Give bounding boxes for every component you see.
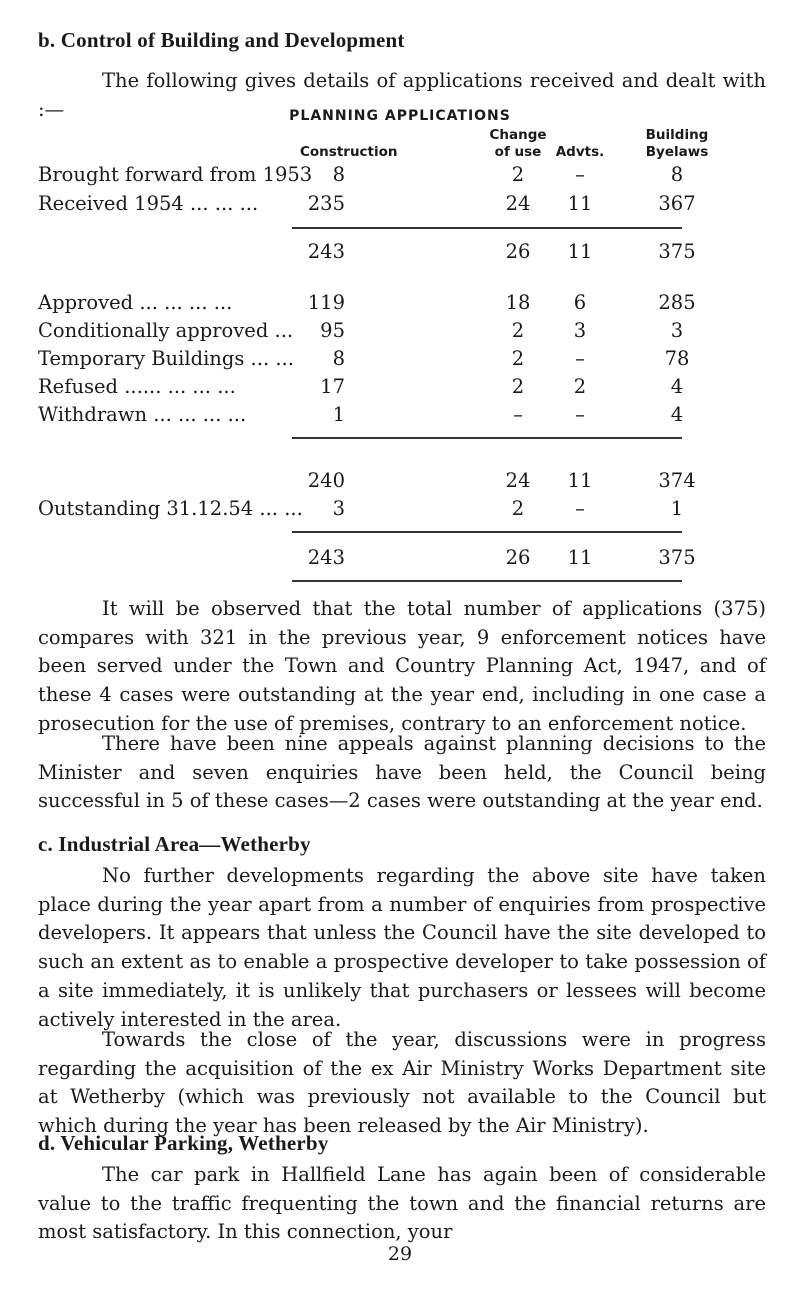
cell-construction: 17 — [320, 375, 345, 398]
cell-change-of-use: 2 — [511, 497, 525, 520]
cell-construction: 243 — [307, 546, 345, 569]
cell-construction: 8 — [332, 347, 345, 370]
col-building-byelaws: Building Byelaws — [645, 127, 709, 160]
cell-advts: 6 — [573, 291, 587, 314]
cell-advts: 3 — [573, 319, 587, 342]
cell-change-of-use: 2 — [511, 375, 525, 398]
paragraph-totals: It will be observed that the total number of applications (375) compares with 321 in the previous year, 9 enforcement notices have been served under the Town and Country Planning Act, 1947, and of these 4 cases were outstanding at the year end, including in one case a prosecution for the use of premises, contrary to an enforcement notice. — [38, 597, 766, 735]
col-change-of-use: Change of use — [489, 127, 547, 160]
cell-construction: 1 — [332, 403, 345, 426]
cell-building-byelaws: 1 — [670, 497, 684, 520]
cell-building-byelaws: 375 — [658, 240, 696, 263]
cell-change-of-use: 18 — [505, 291, 531, 314]
row-label: Approved ... ... ... ... — [38, 291, 233, 314]
section-c-heading: c. Industrial Area—Wetherby — [38, 832, 311, 856]
cell-building-byelaws: 8 — [670, 163, 684, 186]
paragraph-car-park: The car park in Hallfield Lane has again been of considerable value to the traffic frequenting the town and the financial returns are most satisfactory. In this connection, your — [38, 1163, 766, 1244]
cell-construction: 95 — [320, 319, 345, 342]
cell-construction: 243 — [307, 240, 345, 263]
cell-advts: 2 — [573, 375, 587, 398]
cell-building-byelaws: 4 — [670, 375, 684, 398]
cell-change-of-use: 2 — [511, 347, 525, 370]
cell-change-of-use: 26 — [505, 546, 531, 569]
row-label: Received 1954 ... ... ... — [38, 192, 259, 215]
cell-building-byelaws: 78 — [664, 347, 690, 370]
paragraph-appeals: There have been nine appeals against planning decisions to the Minister and seven enquiries have been held, the Council being successful in 5 of these cases—2 cases were outstanding at the year end. — [38, 732, 766, 813]
cell-change-of-use: 2 — [511, 163, 525, 186]
cell-change-of-use: 2 — [511, 319, 525, 342]
cell-building-byelaws: 375 — [658, 546, 696, 569]
cell-building-byelaws: 367 — [658, 192, 696, 215]
cell-construction: 8 — [332, 163, 345, 186]
row-label: Refused ...... ... ... ... — [38, 375, 236, 398]
cell-change-of-use: – — [513, 403, 523, 426]
table-rule — [292, 531, 682, 533]
cell-advts: 11 — [567, 240, 593, 263]
cell-advts: 11 — [567, 546, 593, 569]
cell-building-byelaws: 374 — [658, 469, 696, 492]
table-rule — [292, 437, 682, 439]
table-rule — [292, 227, 682, 229]
cell-building-byelaws: 4 — [670, 403, 684, 426]
row-label: Temporary Buildings ... ... — [38, 347, 294, 370]
cell-construction: 3 — [332, 497, 345, 520]
row-label: Withdrawn ... ... ... ... — [38, 403, 247, 426]
section-b-intro: The following gives details of applications received and dealt with :— — [38, 69, 766, 121]
cell-change-of-use: 24 — [505, 469, 531, 492]
row-label: Outstanding 31.12.54 ... ... — [38, 497, 303, 520]
cell-advts: – — [575, 347, 585, 370]
section-d-heading: d. Vehicular Parking, Wetherby — [38, 1131, 329, 1155]
section-b-heading: b. Control of Building and Development — [38, 28, 405, 52]
cell-advts: 11 — [567, 192, 593, 215]
cell-building-byelaws: 285 — [658, 291, 696, 314]
cell-change-of-use: 26 — [505, 240, 531, 263]
paragraph-industrial-area: No further developments regarding the above site have taken place during the year apart from a number of enquiries from prospective developers. It appears that unless the Council have the site developed to such an extent as to enable a prospective developer to take possession of a site immediately, it is unlikely that purchasers or lessees will become actively interested in the area. — [38, 864, 766, 1031]
cell-advts: – — [575, 163, 585, 186]
cell-advts: – — [575, 497, 585, 520]
cell-advts: – — [575, 403, 585, 426]
page-number: 29 — [387, 1243, 413, 1265]
cell-advts: 11 — [567, 469, 593, 492]
col-advts: Advts. — [555, 144, 605, 160]
cell-construction: 119 — [307, 291, 345, 314]
cell-construction: 235 — [307, 192, 345, 215]
cell-change-of-use: 24 — [505, 192, 531, 215]
cell-building-byelaws: 3 — [670, 319, 684, 342]
table-title: PLANNING APPLICATIONS — [289, 108, 511, 124]
paragraph-air-ministry-site: Towards the close of the year, discussions were in progress regarding the acquisition of the ex Air Ministry Works Department site at Wetherby (which was previously not available to the Council but which during the year has been released by the Air Ministry). — [38, 1028, 766, 1138]
table-rule — [292, 580, 682, 582]
row-label: Conditionally approved ... — [38, 319, 294, 342]
row-label: Brought forward from 1953 — [38, 163, 313, 186]
col-construction: Construction — [300, 144, 398, 160]
cell-construction: 240 — [307, 469, 345, 492]
